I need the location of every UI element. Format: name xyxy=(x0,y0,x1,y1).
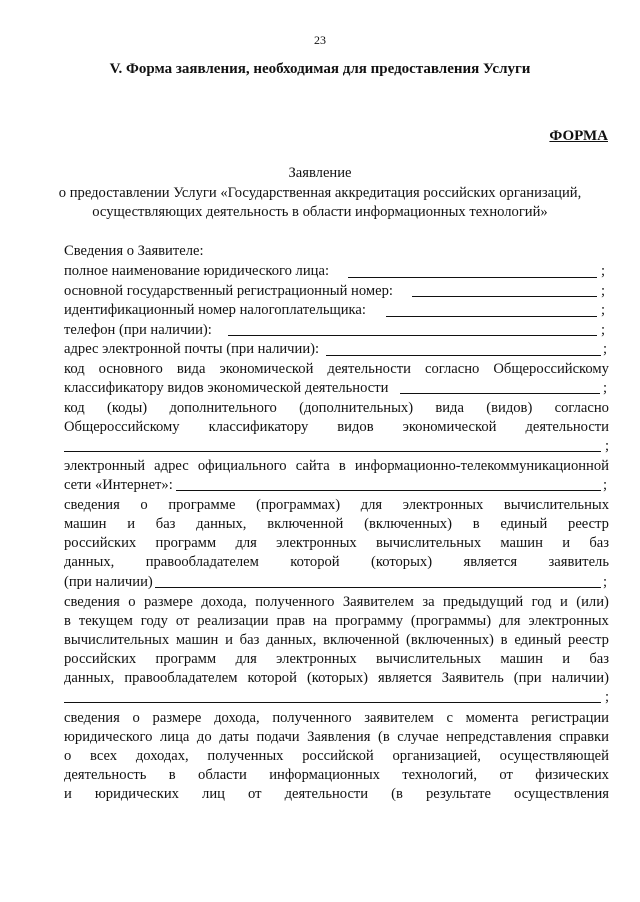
word: (включенных) xyxy=(406,632,494,648)
applicant-info-heading: Сведения о Заявителе: xyxy=(64,243,204,259)
word: деятельности xyxy=(284,786,369,802)
income-since-reg-line5 xyxy=(64,785,609,803)
ogrn-field[interactable] xyxy=(412,296,597,297)
word: включенной xyxy=(323,632,400,648)
word: заявитель xyxy=(548,554,609,570)
word: текущем xyxy=(78,613,133,629)
email-label: адрес электронной почты (при наличии): xyxy=(64,341,320,357)
semicolon: ; xyxy=(601,283,606,299)
word: (которых) xyxy=(306,670,368,686)
email-field[interactable] xyxy=(326,355,601,356)
word: и xyxy=(560,594,568,610)
word: которой xyxy=(290,554,340,570)
word: (при xyxy=(513,670,542,686)
word: информационных xyxy=(269,767,380,783)
word: является xyxy=(378,670,432,686)
word: является xyxy=(463,554,518,570)
word: размере xyxy=(143,594,193,610)
word: и xyxy=(562,535,571,551)
word: (видов) xyxy=(486,400,533,416)
word: юридического xyxy=(64,729,153,745)
word: справки xyxy=(559,729,609,745)
word: код xyxy=(64,400,85,416)
okved-extra-line1 xyxy=(64,399,609,417)
word: программ xyxy=(155,535,217,551)
word: (коды) xyxy=(106,400,148,416)
word: подачи xyxy=(256,729,300,745)
software-line2 xyxy=(64,515,609,533)
word: дохода, xyxy=(214,710,260,726)
word: дохода, xyxy=(201,594,247,610)
word: реестр xyxy=(568,516,609,532)
word: экономической xyxy=(402,419,497,435)
word: в xyxy=(472,516,480,532)
word: баз xyxy=(589,535,609,551)
word: и xyxy=(225,632,233,648)
word: машин xyxy=(500,535,543,551)
word: в xyxy=(500,632,508,648)
document-subtitle-line1: о предоставлении Услуги «Государственная аккредитация российских организаций, xyxy=(58,185,582,201)
word: о xyxy=(132,710,140,726)
word: полученного xyxy=(255,594,335,610)
word: (или) xyxy=(576,594,609,610)
word: момента xyxy=(465,710,519,726)
word: (которых) xyxy=(371,554,433,570)
section-title: V. Форма заявления, необходимая для предоставления Услуги xyxy=(109,61,531,77)
software-line1 xyxy=(64,496,609,514)
word: осуществляющей xyxy=(499,748,609,764)
word: доходах, xyxy=(135,748,189,764)
word: единый xyxy=(500,516,548,532)
website-line2: сети «Интернет»: xyxy=(64,477,173,493)
word: код xyxy=(64,361,85,377)
word: физических xyxy=(535,767,609,783)
word: Заявитель xyxy=(441,670,504,686)
word: сайта xyxy=(295,458,330,474)
software-line5: (при наличии) xyxy=(64,574,153,590)
word: вида xyxy=(435,400,464,416)
word: организацией, xyxy=(392,748,481,764)
full-name-field[interactable] xyxy=(348,277,597,278)
word: от xyxy=(248,786,262,802)
word: всех xyxy=(90,748,118,764)
word: результате xyxy=(426,786,491,802)
word: согласно xyxy=(424,361,480,377)
income-since-reg-line1 xyxy=(64,709,609,727)
word: размере xyxy=(152,710,202,726)
income-line2 xyxy=(64,612,609,630)
word: полученных xyxy=(207,748,284,764)
word: согласно xyxy=(554,400,609,416)
okved-extra-line2 xyxy=(64,418,609,436)
word: экономической xyxy=(219,361,314,377)
semicolon: ; xyxy=(601,263,606,279)
word: информационно-телекоммуникационной xyxy=(354,458,609,474)
word: прав xyxy=(276,613,305,629)
word: (программы) xyxy=(410,613,492,629)
word: (программах) xyxy=(256,497,341,513)
income-line5 xyxy=(64,669,609,687)
word: для xyxy=(360,497,383,513)
word: деятельность xyxy=(64,767,147,783)
word: баз xyxy=(589,651,609,667)
word: электронных xyxy=(528,613,609,629)
word: с xyxy=(446,710,453,726)
ogrn-label: основной государственный регистрационный номер: xyxy=(64,283,393,299)
semicolon: ; xyxy=(605,438,610,454)
word: юридических xyxy=(94,786,179,802)
word: лица xyxy=(160,729,190,745)
word: наличии) xyxy=(551,670,609,686)
phone-field[interactable] xyxy=(228,335,597,336)
word: машин xyxy=(175,632,219,648)
word: дополнительного xyxy=(169,400,277,416)
word: программе xyxy=(168,497,236,513)
word: машин xyxy=(500,651,543,667)
okved-main-line2: классификатору видов экономической деятельности xyxy=(64,380,389,396)
word: году xyxy=(140,613,168,629)
word: вычислительных xyxy=(64,632,170,648)
website-line1 xyxy=(64,457,609,475)
word: электронных xyxy=(276,535,357,551)
word: для xyxy=(235,535,257,551)
word: Общероссийскому xyxy=(493,361,609,377)
word: заявителем xyxy=(364,710,434,726)
word: данных, xyxy=(266,632,317,648)
word: машин xyxy=(64,516,107,532)
word: сведения xyxy=(64,497,120,513)
word: случае xyxy=(397,729,439,745)
word: основного xyxy=(98,361,163,377)
word: правообладателем xyxy=(124,670,238,686)
word: адрес xyxy=(154,458,189,474)
document-subtitle-line2: осуществляющих деятельность в области информационных технологий» xyxy=(92,204,548,220)
word: российской xyxy=(302,748,374,764)
word: российских xyxy=(64,535,137,551)
okved-main-field[interactable] xyxy=(400,393,600,394)
word: лиц xyxy=(202,786,225,802)
word: осуществления xyxy=(514,786,609,802)
word: вычислительных xyxy=(503,497,609,513)
word: за xyxy=(422,594,435,610)
word: вычислительных xyxy=(376,535,482,551)
word: о xyxy=(140,497,148,513)
word: предыдущий xyxy=(443,594,524,610)
income-since-reg-line3 xyxy=(64,747,609,765)
okved-main-line1 xyxy=(64,360,609,378)
word: на xyxy=(312,613,328,629)
word: от xyxy=(499,767,513,783)
word: данных, xyxy=(196,516,247,532)
word: (в xyxy=(377,729,390,745)
word: от xyxy=(175,613,190,629)
word: в xyxy=(338,458,346,474)
word: вычислительных xyxy=(376,651,482,667)
word: Общероссийскому xyxy=(64,419,180,435)
inn-label: идентификационный номер налогоплательщика: xyxy=(64,302,366,318)
income-line4 xyxy=(64,650,609,668)
software-line4 xyxy=(64,553,609,571)
website-field[interactable] xyxy=(176,490,601,491)
word: правообладателем xyxy=(145,554,259,570)
word: единый xyxy=(514,632,562,648)
income-since-reg-line2 xyxy=(64,728,609,746)
word: в xyxy=(168,767,176,783)
word: и xyxy=(562,651,571,667)
word: включенной xyxy=(267,516,344,532)
word: баз xyxy=(239,632,260,648)
word: классификатору xyxy=(208,419,309,435)
word: технологий, xyxy=(402,767,478,783)
word: (включенных) xyxy=(364,516,452,532)
word: электронный xyxy=(64,458,146,474)
word: электронных xyxy=(402,497,484,513)
word: Заявителем xyxy=(342,594,414,610)
word: данных, xyxy=(64,554,115,570)
semicolon: ; xyxy=(601,322,606,338)
word: деятельности xyxy=(327,361,411,377)
word: даты xyxy=(219,729,249,745)
word: до xyxy=(196,729,212,745)
word: области xyxy=(198,767,247,783)
document-title: Заявление xyxy=(288,165,352,181)
word: официального xyxy=(197,458,287,474)
word: российских xyxy=(64,651,137,667)
software-line3 xyxy=(64,534,609,552)
word: и xyxy=(127,516,136,532)
word: программу xyxy=(335,613,404,629)
okved-extra-field[interactable] xyxy=(64,451,601,452)
word: реестр xyxy=(568,632,609,648)
semicolon: ; xyxy=(601,302,606,318)
word: Заявления xyxy=(307,729,371,745)
income-line3 xyxy=(64,631,609,649)
inn-field[interactable] xyxy=(386,316,597,317)
word: сведения xyxy=(64,594,120,610)
page-number: 23 xyxy=(314,33,326,47)
income-field[interactable] xyxy=(64,702,601,703)
word: программ xyxy=(155,651,217,667)
word: видов xyxy=(337,419,374,435)
word: электронных xyxy=(276,651,357,667)
semicolon: ; xyxy=(603,574,608,590)
word: в xyxy=(64,613,71,629)
word: деятельности xyxy=(525,419,609,435)
word: сведения xyxy=(64,710,120,726)
full-name-label: полное наименование юридического лица: xyxy=(64,263,329,279)
semicolon: ; xyxy=(605,689,610,705)
word: регистрации xyxy=(531,710,609,726)
word: для xyxy=(235,651,257,667)
income-since-reg-line4 xyxy=(64,766,609,784)
semicolon: ; xyxy=(603,380,608,396)
word: полученного xyxy=(272,710,352,726)
semicolon: ; xyxy=(603,341,608,357)
word: реализации xyxy=(197,613,269,629)
word: баз xyxy=(155,516,176,532)
word: год xyxy=(531,594,552,610)
word: для xyxy=(499,613,521,629)
semicolon: ; xyxy=(603,477,608,493)
word: которой xyxy=(247,670,297,686)
word: (дополнительных) xyxy=(299,400,414,416)
forma-label: ФОРМА xyxy=(549,128,608,144)
word: вида xyxy=(176,361,206,377)
word: о xyxy=(64,748,72,764)
software-field[interactable] xyxy=(155,587,601,588)
word: данных, xyxy=(64,670,115,686)
word: непредставления xyxy=(446,729,552,745)
word: о xyxy=(128,594,136,610)
phone-label: телефон (при наличии): xyxy=(64,322,212,338)
income-line1 xyxy=(64,593,609,611)
word: и xyxy=(64,786,72,802)
word: (в xyxy=(391,786,403,802)
